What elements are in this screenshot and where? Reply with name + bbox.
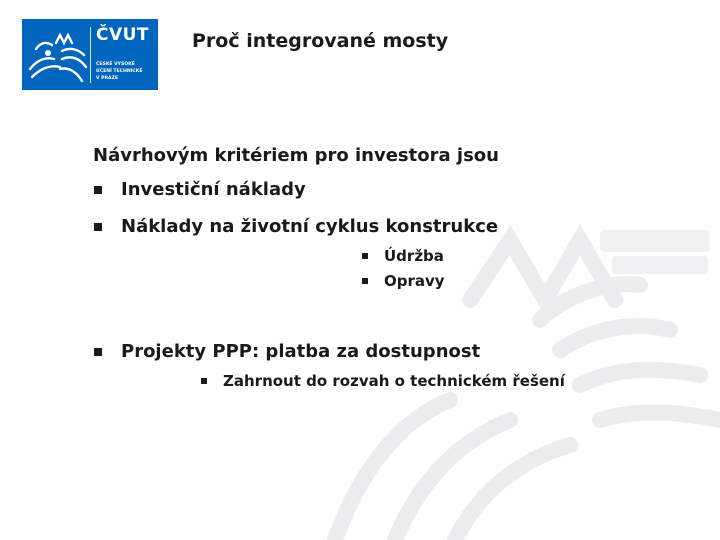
list-item-text: Investiční náklady	[121, 179, 306, 200]
list-item-text: Zahrnout do rozvah o technickém řešení	[223, 372, 565, 390]
square-bullet-icon	[362, 278, 368, 284]
list-item-text: Projekty PPP: platba za dostupnost	[121, 341, 481, 362]
list-item	[362, 272, 445, 290]
logo-full-name-line: UČENÍ TECHNICKÉ	[96, 69, 143, 74]
square-bullet-icon	[94, 348, 102, 356]
cvut-logo	[22, 19, 158, 90]
list-item	[201, 372, 565, 390]
list-item-text: Údržba	[384, 247, 444, 265]
list-item	[362, 247, 444, 265]
logo-divider	[90, 27, 91, 83]
logo-full-name-line: ČESKÉ VYSOKÉ	[96, 62, 135, 67]
lead-text: Návrhovým kritériem pro investora jsou	[93, 145, 499, 166]
list-item-text: Náklady na životní cyklus konstrukce	[121, 216, 499, 237]
list-item	[94, 179, 306, 200]
list-item	[94, 341, 480, 362]
lion-crest-icon	[26, 29, 88, 85]
square-bullet-icon	[94, 223, 102, 231]
logo-full-name-line: V PRAZE	[96, 76, 119, 81]
square-bullet-icon	[362, 253, 368, 259]
logo-short-name: ČVUT	[96, 25, 150, 45]
logo-full-name	[96, 61, 143, 82]
square-bullet-icon	[94, 186, 102, 194]
slide-title: Proč integrované mosty	[192, 30, 449, 52]
list-item-text: Opravy	[384, 272, 445, 290]
square-bullet-icon	[201, 378, 207, 384]
list-item	[94, 216, 498, 237]
